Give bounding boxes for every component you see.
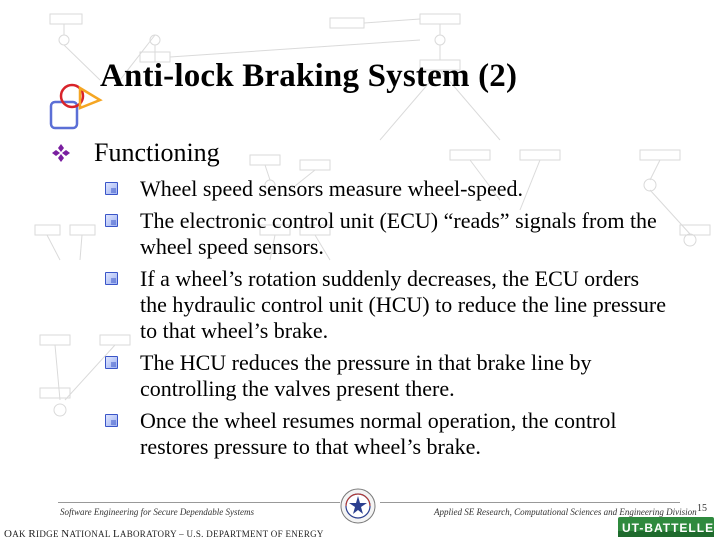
list-item	[48, 176, 670, 202]
bullet-text: Once the wheel resumes normal operation, the control restores pressure to that wheel’s brake.	[140, 408, 617, 459]
heading-item	[48, 138, 688, 172]
bullet-text: If a wheel’s rotation suddenly decreases, the ECU orders the hydraulic control unit (HCU) to reduce the line pressure to that wheel’s brake.	[140, 266, 667, 343]
brand-text: UT-BATTELLE	[622, 521, 715, 535]
checkbox-icon	[105, 214, 118, 227]
footer-right-text: Applied SE Research, Computational Sciences and Engineering Division	[434, 507, 697, 517]
footer-divider-right	[380, 502, 680, 503]
checkbox-icon	[105, 414, 118, 427]
department-seal-icon	[340, 488, 376, 524]
page-number: 15	[697, 503, 707, 514]
checkbox-icon	[105, 272, 118, 285]
heading-text: Functioning	[94, 138, 220, 167]
bullet-list	[48, 176, 688, 460]
bullet-text: The electronic control unit (ECU) “reads” signals from the wheel speed sensors.	[140, 208, 657, 259]
checkbox-icon	[105, 356, 118, 369]
bullet-text: The HCU reduces the pressure in that brake line by controlling the valves present there.	[140, 350, 592, 401]
slide-title: Anti-lock Braking System (2)	[100, 58, 518, 94]
list-item	[48, 350, 670, 402]
checkbox-icon	[105, 182, 118, 195]
footer-divider-left	[58, 502, 340, 503]
list-item	[48, 408, 670, 460]
footer-left-text: Software Engineering for Secure Dependable Systems	[60, 507, 255, 517]
title-logo-icon	[48, 78, 108, 134]
list-item	[48, 266, 670, 344]
organization-line: OAK RIDGE NATIONAL LABORATORY – U.S. DEPARTMENT OF ENERGY	[4, 528, 324, 540]
list-item	[48, 208, 670, 260]
slide-content	[48, 138, 688, 466]
diamond-cluster-icon	[52, 144, 70, 162]
bullet-text: Wheel speed sensors measure wheel-speed.	[140, 176, 524, 201]
